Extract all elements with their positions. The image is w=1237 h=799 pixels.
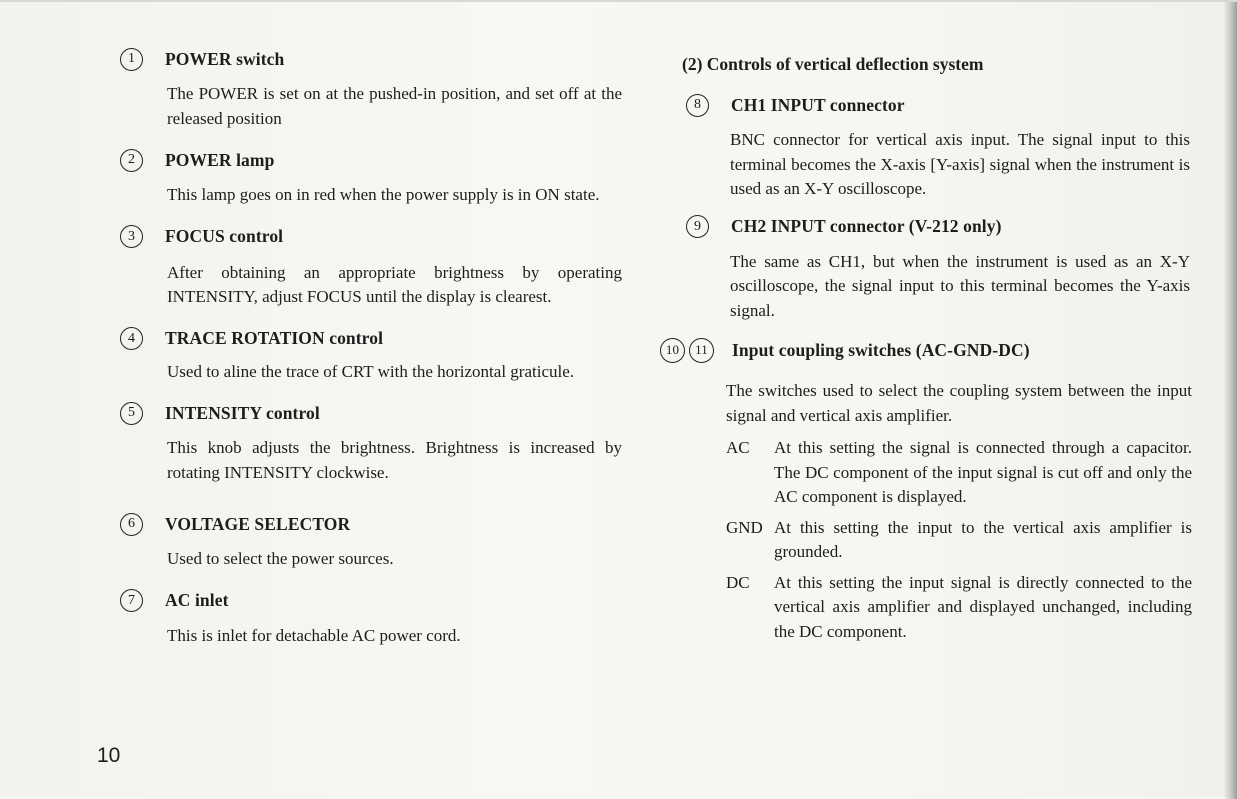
item-title: Input coupling switches (AC-GND-DC) <box>732 339 1030 360</box>
item-number-badge: 4 <box>120 327 143 350</box>
item-description: The same as CH1, but when the instrument is used as an X-Y oscilloscope, the signal input to this terminal becomes the Y-axis signal. <box>730 251 1190 320</box>
item-power-switch <box>120 44 625 131</box>
item-trace-rotation <box>120 324 625 385</box>
item-number-badge: 11 <box>689 338 714 363</box>
item-description: This lamp goes on in red when the power supply is in ON state. <box>167 185 600 204</box>
coupling-intro: The switches used to select the coupling system between the input signal and vertical axis amplifier. <box>726 381 1192 425</box>
item-number-badge: 6 <box>120 513 143 536</box>
item-power-lamp <box>120 145 625 208</box>
item-title: FOCUS control <box>165 226 284 246</box>
item-number-badge: 2 <box>120 149 143 172</box>
coupling-text: At this setting the input to the vertical axis amplifier is grounded. <box>774 517 1192 561</box>
item-description: Used to select the power sources. <box>167 549 394 568</box>
coupling-row-dc <box>726 571 1192 645</box>
item-description: This is inlet for detachable AC power cord. <box>167 625 461 645</box>
item-title: INTENSITY control <box>165 402 320 423</box>
item-description: The POWER is set on at the pushed-in position, and set off at the released position <box>167 84 622 128</box>
item-description: Used to aline the trace of CRT with the horizontal graticule. <box>167 361 575 381</box>
page-edge-shadow <box>1223 2 1237 799</box>
item-intensity-control <box>120 398 625 485</box>
coupling-key: AC <box>726 438 750 457</box>
item-number-badge: 10 <box>660 338 685 363</box>
item-description: After obtaining an appropriate brightness by operating INTENSITY, adjust FOCUS until the display is clearest. <box>167 262 622 306</box>
page-number: 10 <box>97 744 121 767</box>
right-column <box>660 50 1192 650</box>
coupling-row-ac <box>726 436 1192 510</box>
item-ac-inlet <box>120 586 625 649</box>
left-column <box>120 44 625 648</box>
item-number-badge: 9 <box>686 215 709 238</box>
item-title: POWER switch <box>165 48 285 69</box>
coupling-description <box>726 379 1192 644</box>
coupling-key: DC <box>726 572 750 592</box>
item-number-badge: 1 <box>120 48 143 71</box>
item-ch2-input <box>686 212 1192 324</box>
item-title: AC inlet <box>165 590 229 610</box>
item-title: CH1 INPUT connector <box>731 94 905 115</box>
coupling-key: GND <box>726 517 763 537</box>
section-title: (2) Controls of vertical deflection system <box>682 53 984 74</box>
item-description: BNC connector for vertical axis input. The signal input to this terminal becomes the X-axis [Y-axis] signal when the instrument is used as an X-Y oscilloscope. <box>730 130 1190 198</box>
coupling-row-gnd <box>726 516 1192 565</box>
item-number-badge: 8 <box>686 94 709 117</box>
item-title: TRACE ROTATION control <box>165 328 384 348</box>
item-number-badge: 7 <box>120 589 143 612</box>
item-voltage-selector <box>120 509 625 572</box>
coupling-text: At this setting the signal is connected through a capacitor. The DC component of the input signal is cut off and only the AC component is displayed. <box>774 438 1192 506</box>
item-ch1-input <box>686 90 1192 202</box>
item-focus-control <box>120 222 625 310</box>
item-title: VOLTAGE SELECTOR <box>165 513 351 534</box>
item-number-badge: 3 <box>120 225 143 248</box>
item-input-coupling <box>660 335 1192 644</box>
item-number-badge: 5 <box>120 402 143 425</box>
item-title: POWER lamp <box>165 149 275 170</box>
item-title: CH2 INPUT connector (V-212 only) <box>731 216 1002 236</box>
coupling-text: At this setting the input signal is directly connected to the vertical axis amplifier and displayed unchanged, including the DC component. <box>774 572 1192 641</box>
item-description: This knob adjusts the brightness. Brightness is increased by rotating INTENSITY clockwise. <box>167 438 622 482</box>
